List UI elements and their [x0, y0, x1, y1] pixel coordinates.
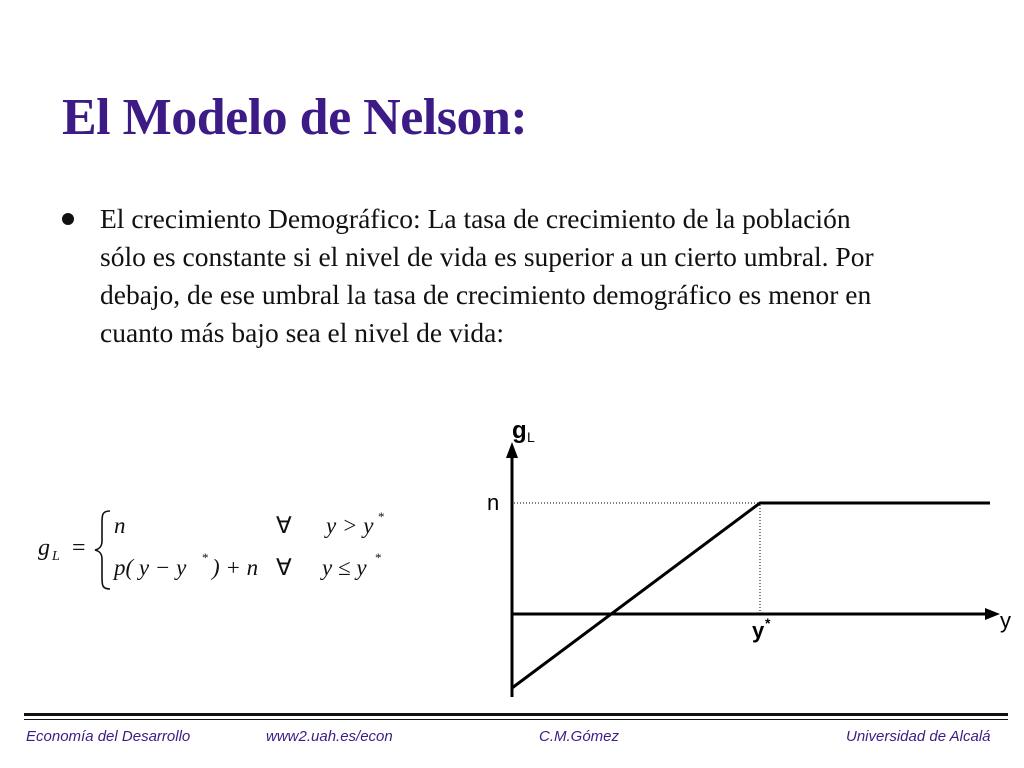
- y-axis-label: g: [512, 417, 527, 444]
- footer-rule-thin: [24, 719, 1008, 720]
- slide-title: El Modelo de Nelson:: [62, 89, 528, 146]
- footer-author: C.M.Gómez: [539, 728, 620, 745]
- y-axis-label-sub: L: [527, 429, 535, 445]
- ystar-label: y: [752, 618, 765, 643]
- footer-rule-thick: [24, 713, 1008, 716]
- footer-url: www2.uah.es/econ: [266, 728, 393, 745]
- formula-case1-expr: n: [114, 513, 126, 538]
- bullet-line: cuanto más bajo sea el nivel de vida:: [100, 317, 504, 348]
- footer-course: Economía del Desarrollo: [26, 728, 191, 745]
- formula-case2-expr: p( y − y: [114, 555, 187, 580]
- y-axis-arrow-icon: [506, 442, 518, 458]
- formula-case2-star2: *: [375, 550, 382, 565]
- formula-case2-cond: y ≤ y: [322, 555, 367, 580]
- x-axis-arrow-icon: [985, 608, 1000, 620]
- formula-lhs: g: [38, 535, 50, 561]
- footer-institution: Universidad de Alcalá: [846, 728, 991, 745]
- formula-equals: =: [72, 535, 86, 561]
- n-label: n: [487, 490, 500, 515]
- x-axis-label: y: [1000, 608, 1011, 633]
- formula-case1-cond: y > y: [326, 513, 374, 538]
- formula-lhs-subscript: L: [52, 549, 60, 564]
- formula-case2-rest: ) + n: [212, 555, 259, 580]
- bullet-line: debajo, de ese umbral la tasa de crecimiento demográfico es menor en: [100, 279, 872, 310]
- formula-case2-forall: ∀: [276, 555, 292, 580]
- bullet-line: El crecimiento Demográfico: La tasa de crecimiento de la población: [100, 203, 851, 234]
- formula-case2-star: *: [202, 550, 209, 565]
- bullet-line: sólo es constante si el nivel de vida es superior a un cierto umbral. Por: [100, 241, 874, 272]
- ystar-label-sup: *: [765, 615, 771, 631]
- formula-case1-forall: ∀: [276, 513, 292, 538]
- formula-case1-star: *: [378, 509, 385, 524]
- growth-rate-curve: [512, 503, 990, 688]
